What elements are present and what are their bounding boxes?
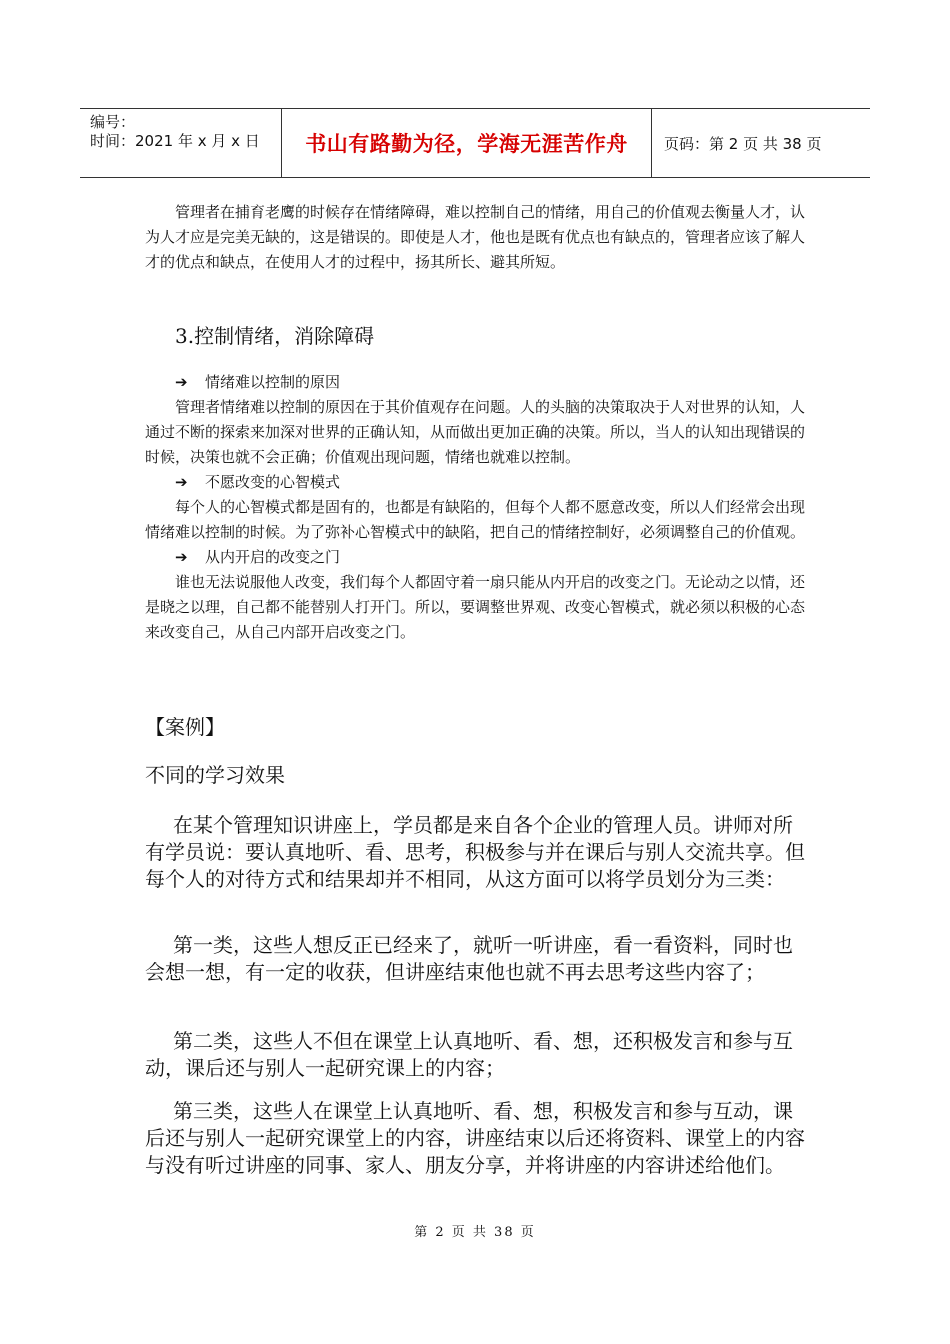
arrow-right-icon: ➔ [175,373,188,391]
intro-block [145,200,805,275]
case-title: 不同的学习效果 [145,763,285,787]
case-paragraph-4 [145,1098,805,1179]
bullet-body: 谁也无法说服他人改变，我们每个人都固守着一扇只能从内开启的改变之门。无论动之以情，还是晓之以理，自己都不能替别人打开门。所以，要调整世界观、改变心智模式，就必须以积极的心态来改变自己，从自己内部开启改变之门。 [145,573,806,641]
serial-label: 编号： [90,113,136,131]
section-heading-block [145,320,805,349]
case-label: 【案例】 [145,715,225,739]
intro-paragraph: 管理者在捕育老鹰的时候存在情绪障碍，难以控制自己的情绪，用自己的价值观去衡量人才，认为人才应是完美无缺的，这是错误的。即使是人才，他也是既有优点也有缺点的，管理者应该了解人才的优点和缺点，在使用人才的过程中，扬其所长、避其所短。 [145,203,806,271]
bullet-body: 管理者情绪难以控制的原因在于其价值观存在问题。人的头脑的决策取决于人对世界的认知，人通过不断的探索来加深对世界的正确认知，从而做出更加正确的决策。所以，当人的认知出现错误的时候，决策也就不会正确；价值观出现问题，情绪也就难以控制。 [145,398,806,466]
bullet-title: 不愿改变的心智模式 [205,473,341,491]
case-paragraph: 第三类，这些人在课堂上认真地听、看、想，积极发言和参与互动，课后还与别人一起研究课堂上的内容，讲座结束以后还将资料、课堂上的内容与没有听过讲座的同事、家人、朋友分享，并将讲座的内容讲述给他们。 [145,1099,805,1177]
bullet-body: 每个人的心智模式都是固有的，也都是有缺陷的，但每个人都不愿意改变，所以人们经常会出现情绪难以控制的时候。为了弥补心智模式中的缺陷，把自己的情绪控制好，必须调整自己的价值观。 [145,498,806,541]
page-header [80,108,870,178]
case-paragraph: 在某个管理知识讲座上，学员都是来自各个企业的管理人员。讲师对所有学员说：要认真地听、看、思考，积极参与并在课后与别人交流共享。但每个人的对待方式和结果却并不相同，从这方面可以将学员划分为三类： [145,813,805,891]
arrow-right-icon: ➔ [175,548,188,566]
case-paragraph-2 [145,932,805,986]
case-paragraph-1 [145,812,805,893]
case-paragraph: 第二类，这些人不但在课堂上认真地听、看、想，还积极发言和参与互动，课后还与别人一起研究课上的内容； [145,1029,793,1080]
page-footer: 第 2 页 共 38 页 [414,1225,536,1240]
case-paragraph-3 [145,1028,805,1082]
bullet-item-2 [145,470,805,495]
header-meta [80,109,282,177]
arrow-right-icon: ➔ [175,473,188,491]
bullet-title: 从内开启的改变之门 [205,548,341,566]
section-heading: 3.控制情绪，消除障碍 [175,324,375,348]
header-motto: 书山有路勤为径，学海无涯苦作舟 [282,109,652,177]
case-title-block [145,762,805,789]
bullet-item-3 [145,545,805,570]
bullet-item-1 [145,370,805,395]
bullet-title: 情绪难以控制的原因 [205,373,341,391]
header-page-info: 页码：第 2 页 共 38 页 [664,134,822,153]
bullet-section [145,370,805,645]
case-label-block [145,714,805,741]
case-paragraph: 第一类，这些人想反正已经来了，就听一听讲座，看一看资料，同时也会想一想，有一定的收获，但讲座结束他也就不再去思考这些内容了； [145,933,793,984]
date-line: 时间：2021 年 x 月 x 日 [90,132,260,150]
